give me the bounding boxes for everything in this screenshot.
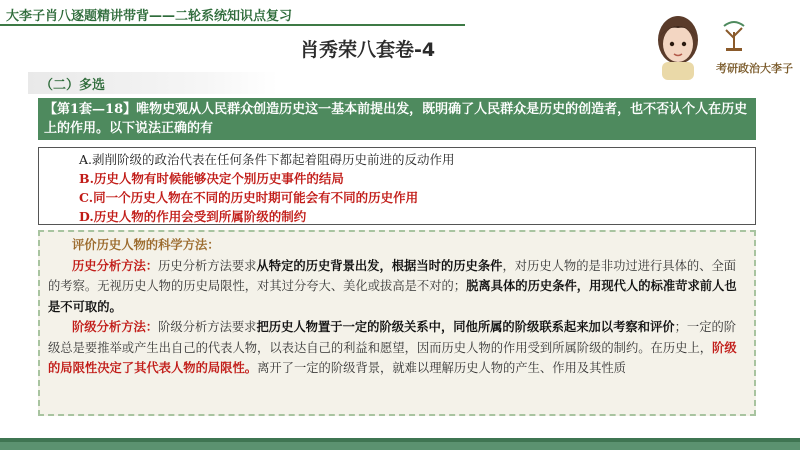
historical-method-text-2: ，对历史人物的是非功过进行具体的、全面的考察。无视历史人物的历史局限性，对其过分夸大、美化或拔高是不对的； bbox=[48, 258, 737, 293]
options-box bbox=[38, 147, 756, 225]
class-method-text: 阶级分析方法要求 bbox=[158, 320, 257, 334]
analysis-heading: 评价历史人物的科学方法： bbox=[72, 237, 220, 252]
historical-method-paragraph bbox=[48, 256, 746, 318]
class-method-label: 阶级分析方法： bbox=[72, 319, 159, 334]
section-label: （二）多选 bbox=[40, 78, 106, 93]
option-b: B.历史人物有时候能够决定个别历史事件的结局 bbox=[79, 171, 344, 186]
top-divider bbox=[0, 24, 465, 26]
historical-method-key: 从特定的历史背景出发，根据当时的历史条件 bbox=[256, 257, 503, 273]
class-method-key: 把历史人物置于一定的阶级关系中，同他所属的阶级联系起来加以考察和评价 bbox=[256, 319, 675, 334]
class-method-highlight: 阶级的局限性决定了其代表人物的局限性。 bbox=[48, 339, 737, 375]
logo-text: 考研政治大李子 bbox=[716, 62, 793, 75]
historical-method-key-2: 脱离具体的历史条件，用现代人的标准苛求前人也是不可取的。 bbox=[48, 278, 737, 314]
historical-method-text: 历史分析方法要求 bbox=[158, 258, 257, 273]
question-box: 【第1套—18】唯物史观从人民群众创造历史这一基本前提出发，既明确了人民群众是历史的创造者，也不否认个人在历史上的作用。以下说法正确的有 bbox=[38, 98, 756, 140]
presenter-logo bbox=[648, 10, 798, 80]
option-a: A.剥削阶级的政治代表在任何条件下都起着阻碍历史前进的反动作用 bbox=[79, 152, 455, 167]
course-title: 大李子肖八逐题精讲带背——二轮系统知识点复习 bbox=[6, 9, 293, 24]
class-method-text-3: 离开了一定的阶级背景，就难以理解历史人物的产生、作用及其性质 bbox=[257, 361, 626, 375]
option-c: C.同一个历史人物在不同的历史时期可能会有不同的历史作用 bbox=[79, 190, 419, 205]
analysis-box bbox=[38, 230, 756, 416]
bottom-bar bbox=[0, 442, 800, 450]
class-method-text-2: ；一定的阶级总是要推举或产生出自己的代表人物，以表达自己的利益和愿望，因而历史人物的作用受到所属阶级的制约。在历史上， bbox=[48, 320, 737, 355]
option-d: D.历史人物的作用会受到所属阶级的制约 bbox=[79, 209, 307, 224]
class-method-paragraph bbox=[48, 317, 746, 379]
historical-method-label: 历史分析方法： bbox=[72, 257, 159, 273]
page-title: 肖秀荣八套卷-4 bbox=[300, 39, 436, 61]
